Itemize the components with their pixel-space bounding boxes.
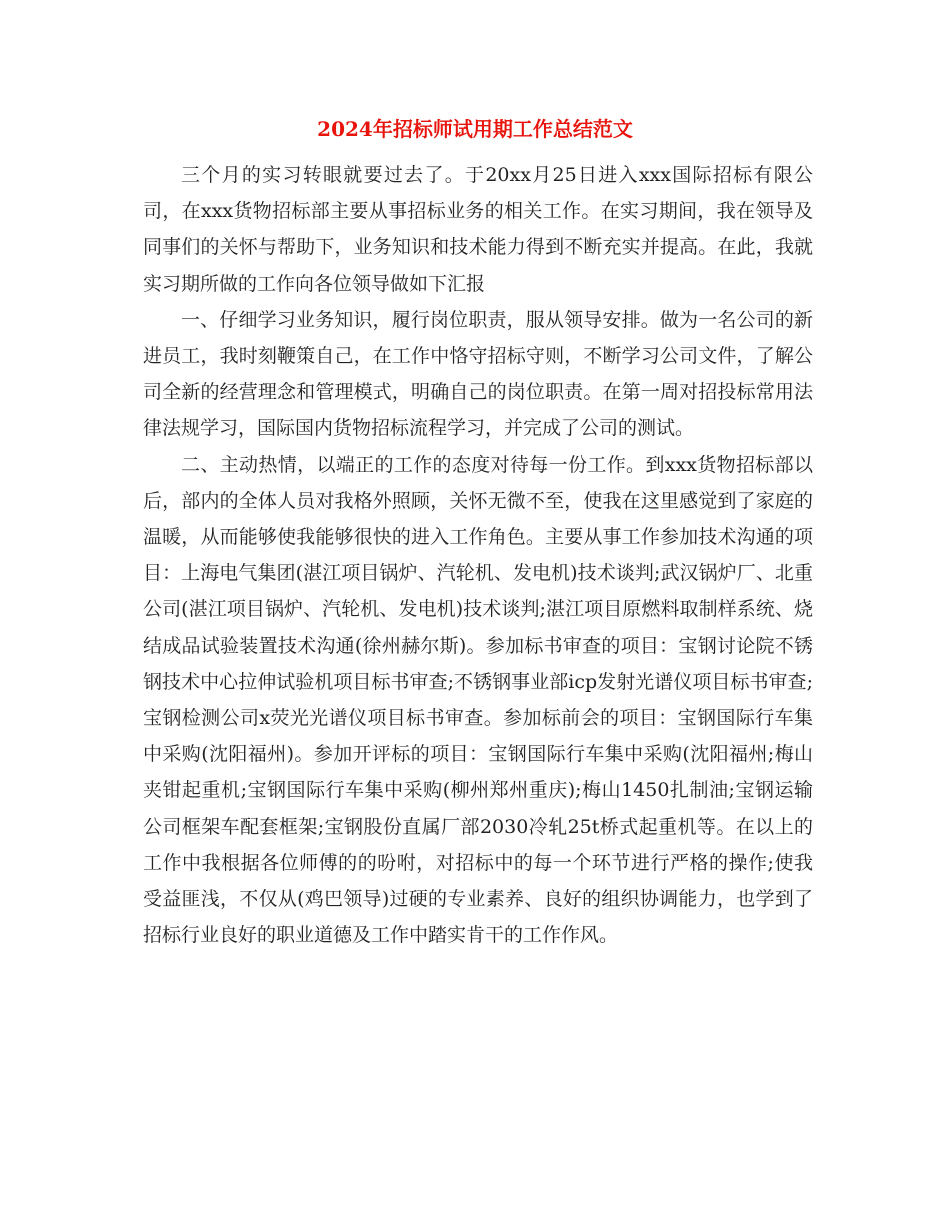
paragraph-intro: 三个月的实习转眼就要过去了。于20xx月25日进入xxx国际招标有限公司，在xxx货物招标部主要从事招标业务的相关工作。在实习期间，我在领导及同事们的关怀与帮助下，业务知识和技术能力得到不断充实并提高。在此，我就实习期所做的工作向各位领导做如下汇报 — [143, 164, 813, 295]
document-body — [143, 157, 813, 953]
document-title: 2024年招标师试用期工作总结范文 — [317, 117, 633, 141]
paragraph-section-two: 二、主动热情，以端正的工作的态度对待每一份工作。到xxx货物招标部以后，部内的全体人员对我格外照顾，关怀无微不至，使我在这里感觉到了家庭的温暖，从而能够使我能够很快的进入工作角色。主要从事工作参加技术沟通的项目：上海电气集团(湛江项目锅炉、汽轮机、发电机)技术谈判;武汉锅炉厂、北重公司(湛江项目锅炉、汽轮机、发电机)技术谈判;湛江项目原燃料取制样系统、烧结成品试验装置技术沟通(徐州赫尔斯)。参加标书审查的项目：宝钢讨论院不锈钢技术中心拉伸试验机项目标书审查;不锈钢事业部icp发射光谱仪项目标书审查;宝钢检测公司x荧光光谱仪项目标书审查。参加标前会的项目：宝钢国际行车集中采购(沈阳福州)。参加开评标的项目：宝钢国际行车集中采购(沈阳福州;梅山夹钳起重机;宝钢国际行车集中采购(柳州郑州重庆);梅山1450扎制油;宝钢运输公司框架车配套框架;宝钢股份直属厂部2030冷轧25t桥式起重机等。在以上的工作中我根据各位师傅的的吩咐，对招标中的每一个环节进行严格的操作;使我受益匪浅，不仅从(鸡巴领导)过硬的专业素养、良好的组织协调能力，也学到了招标行业良好的职业道德及工作中踏实肯干的工作作风。 — [143, 453, 813, 947]
paragraph-section-one: 一、仔细学习业务知识，履行岗位职责，服从领导安排。做为一名公司的新进员工，我时刻鞭策自己，在工作中恪守招标守则，不断学习公司文件，了解公司全新的经营理念和管理模式，明确自己的岗位职责。在第一周对招投标常用法律法规学习，国际国内货物招标流程学习，并完成了公司的测试。 — [143, 308, 813, 440]
